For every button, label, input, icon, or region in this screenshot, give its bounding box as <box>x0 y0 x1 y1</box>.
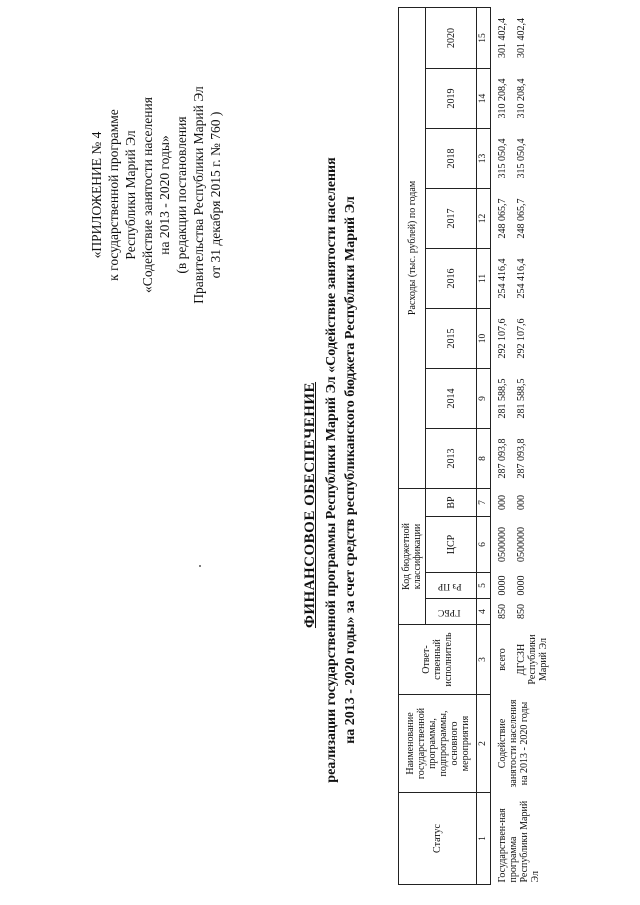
column-number: 3 <box>477 625 491 695</box>
appendix-line: к государственной программе <box>106 109 121 281</box>
row-value: 301 402,4 <box>516 17 527 58</box>
header-year: 2015 <box>426 308 477 368</box>
row-value: 301 402,4 <box>497 17 508 58</box>
row-value: 254 416,4 <box>497 258 508 299</box>
row-value: 292 107,6 <box>516 318 527 359</box>
column-number: 13 <box>477 128 491 188</box>
column-number: 9 <box>477 368 491 428</box>
row-csr: 0500000 <box>516 527 527 562</box>
row-value: 281 588,5 <box>516 378 527 419</box>
column-number: 4 <box>477 599 491 625</box>
subtitle-line-2: на 2013 - 2020 годы» за счет средств республиканского бюджета Республики Марий Эл <box>343 196 358 744</box>
column-number: 6 <box>477 517 491 573</box>
header-year: 2016 <box>426 248 477 308</box>
row-value: 310 208,4 <box>497 78 508 119</box>
column-number: 1 <box>477 793 491 885</box>
column-number: 8 <box>477 428 491 488</box>
header-year: 2019 <box>426 68 477 128</box>
row-value: 315 050,4 <box>516 138 527 179</box>
header-expenses: Расходы (тыс. рублей) по годам <box>399 7 426 488</box>
column-number: 5 <box>477 573 491 599</box>
row-rzpr: 0000 <box>497 575 508 596</box>
row-vr: 000 <box>497 495 508 510</box>
header-year: 2017 <box>426 188 477 248</box>
row-value: 287 093,8 <box>516 438 527 479</box>
appendix-line: Правительства Республики Марий Эл <box>191 86 206 304</box>
header-grbs-text: ГРБС <box>438 607 461 617</box>
appendix-line: на 2013 - 2020 годы» <box>157 135 172 255</box>
row-value: 248 065,7 <box>516 198 527 239</box>
document-title: ФИНАНСОВОЕ ОБЕСПЕЧЕНИЕ <box>302 381 318 629</box>
appendix-line: «Содействие занятости населения <box>140 97 155 293</box>
row-rzpr: 0000 <box>516 575 527 596</box>
column-number: 15 <box>477 7 491 68</box>
appendix-line: «ПРИЛОЖЕНИЕ № 4 <box>89 131 104 259</box>
table-row <box>491 7 511 884</box>
appendix-line: от 31 декабря 2015 г. № 760 ) <box>208 111 223 279</box>
row-value: 315 050,4 <box>497 138 508 179</box>
row-value: 281 588,5 <box>497 378 508 419</box>
column-number: 7 <box>477 488 491 516</box>
row-value: 248 065,7 <box>497 198 508 239</box>
document-subtitle <box>322 55 360 885</box>
row-vr: 000 <box>516 495 527 510</box>
header-name: Наименование государственной программы, подпрограммы, основного мероприятия <box>399 695 477 793</box>
appendix-header <box>88 85 224 305</box>
header-grbs <box>426 599 477 625</box>
header-csr: ЦСР <box>426 517 477 573</box>
column-number-row <box>477 7 491 884</box>
row-name: Содействие занятости населения на 2013 - 2020 годы <box>497 699 530 788</box>
header-year: 2014 <box>426 368 477 428</box>
row-value: 254 416,4 <box>516 258 527 299</box>
header-executor: Ответ-ственный исполнитель <box>399 625 477 695</box>
row-executor: всего <box>497 648 508 671</box>
row-csr: 0500000 <box>497 527 508 562</box>
row-value: 292 107,6 <box>497 318 508 359</box>
table-header-row <box>399 7 426 884</box>
header-rzpr <box>426 573 477 599</box>
row-executor: ДГСЗН Республики Марий Эл <box>516 634 549 685</box>
header-rzpr-text: Рз ПР <box>437 581 462 591</box>
header-status: Статус <box>399 793 477 885</box>
column-number: 12 <box>477 188 491 248</box>
header-year: 2020 <box>426 7 477 68</box>
row-value: 310 208,4 <box>516 78 527 119</box>
appendix-line: Республики Марий Эл <box>123 130 138 260</box>
appendix-line: (в редакции постановления <box>174 116 189 274</box>
header-budget-code: Код бюджетной классификации <box>399 488 426 624</box>
header-vr: ВР <box>426 488 477 516</box>
row-grbs: 850 <box>497 604 508 619</box>
header-year: 2018 <box>426 128 477 188</box>
financing-table <box>398 7 551 885</box>
row-status: Государствен-ная программа Республики Марий Эл <box>497 800 541 883</box>
row-value: 287 093,8 <box>497 438 508 479</box>
column-number: 11 <box>477 248 491 308</box>
column-number: 2 <box>477 695 491 793</box>
row-grbs: 850 <box>516 604 527 619</box>
header-year: 2013 <box>426 428 477 488</box>
column-number: 14 <box>477 68 491 128</box>
scan-speck <box>199 565 201 567</box>
column-number: 10 <box>477 308 491 368</box>
subtitle-line-1: реализации государственной программы Республики Марий Эл «Содействие занятости населения <box>324 157 339 783</box>
